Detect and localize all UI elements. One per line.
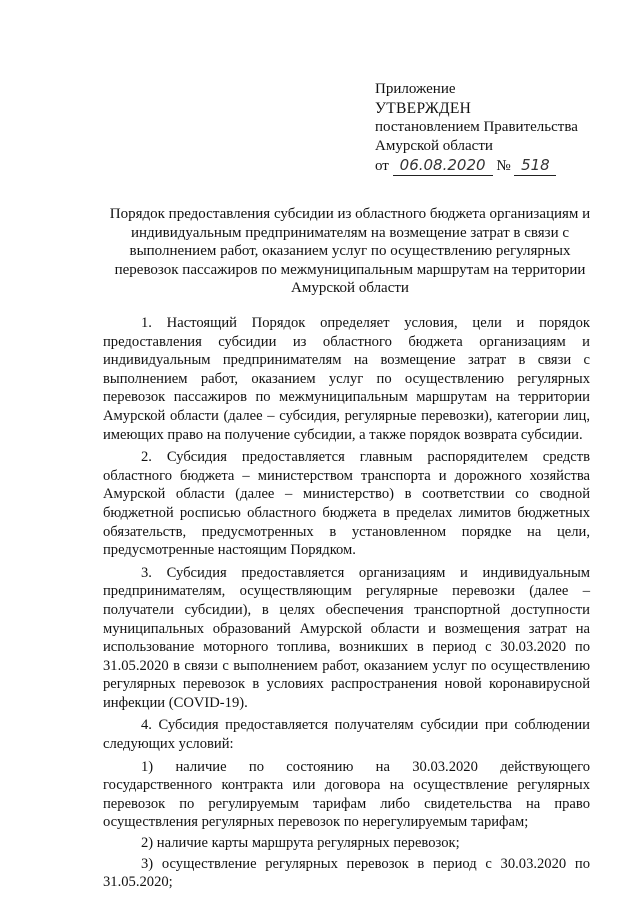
- condition-2: 2) наличие карты маршрута регулярных перевозок;: [141, 835, 460, 852]
- date-number-line: [375, 156, 615, 176]
- condition-3: 3) осуществление регулярных перевозок в период с 30.03.2020 по 31.05.2020;: [103, 855, 590, 891]
- region-label: Амурской области: [375, 138, 493, 154]
- paragraph-4: 4. Субсидия предоставляется получателям субсидии при соблюдении следующих условий:: [103, 717, 590, 753]
- handwritten-number: 518: [514, 156, 556, 176]
- paragraph-3: 3. Субсидия предоставляется организациям и индивидуальным предпринимателям, осуществляющим регулярные перевозки (далее – получатели субсидии), в целях обеспечения транспортной доступности муниципальных образований Амурской области и возмещения затрат на использование моторного топлива, возникших в период с 30.03.2020 по 31.05.2020 в связи с выполнением работ, оказанием услуг по осуществлению регулярных перевозок в условиях распространения новой коронавирусной инфекции (COVID-19).: [103, 564, 590, 711]
- appendix-label: Приложение: [375, 81, 456, 97]
- document-title: Порядок предоставления субсидии из областного бюджета организациям и индивидуальным предпринимателям на возмещение затрат в связи с выполнением работ, оказанием услуг по осуществлению регулярных перевозок пассажиров по межмуниципальным маршрутам на территории Амурской области: [109, 206, 591, 296]
- date-prefix: от: [375, 158, 389, 174]
- condition-1: 1) наличие по состоянию на 30.03.2020 действующего государственного контракта или договора на осуществление регулярных перевозок по регулируемым тарифам либо свидетельства на право осуществления регулярных перевозок по нерегулируемым тарифам;: [103, 758, 590, 831]
- handwritten-date: 06.08.2020: [393, 156, 493, 176]
- paragraph-1: 1. Настоящий Порядок определяет условия, цели и порядок предоставления субсидии из областного бюджета организациям и индивидуальным предпринимателям на возмещение затрат в связи с выполнением работ, оказанием услуг по осуществлению регулярных перевозок пассажиров по межмуниципальным маршрутам на территории Амурской области (далее – субсидия, регулярные перевозки), категории лиц, имеющих право на получение субсидии, а также порядок возврата субсидии.: [103, 315, 590, 443]
- document-body: [103, 314, 590, 894]
- approval-block: [375, 80, 615, 176]
- paragraph-2: 2. Субсидия предоставляется главным распорядителем средств областного бюджета – министерством транспорта и дорожного хозяйства Амурской области (далее – министерство) в соответствии со сводной бюджетной росписью областного бюджета в пределах лимитов бюджетных обязательств, предусмотренных в установленном порядке на цели, предусмотренные настоящим Порядком.: [103, 449, 590, 559]
- resolution-label: постановлением Правительства: [375, 119, 578, 135]
- number-prefix: №: [496, 158, 511, 174]
- approved-label: УТВЕРЖДЕН: [375, 100, 472, 117]
